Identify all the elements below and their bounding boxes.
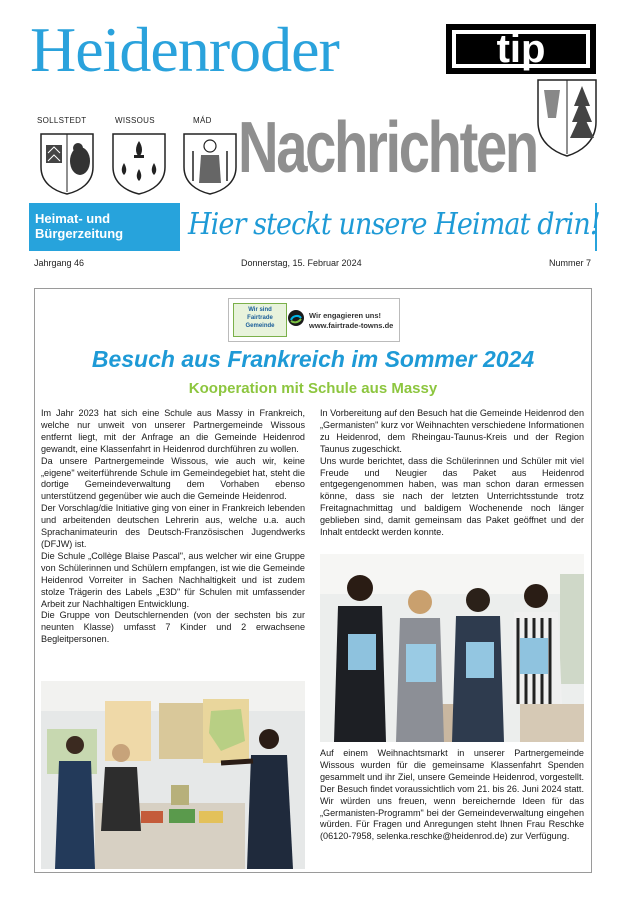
banner-subtitle-line1: Heimat- und <box>35 211 111 226</box>
left-paragraph-1: Im Jahr 2023 hat sich eine Schule aus Massy in Frankreich, welche nur unweit von unserer Partnergemeinde Wissous entfernt liegt, mit der Anfrage an die Gemeinde Heidenrod gewandt, eine Klassenfahrt in Heidenrod durchführen zu wollen. <box>41 408 305 454</box>
masthead-title-top: Heidenroder <box>30 14 339 85</box>
fairtrade-badge <box>233 303 287 337</box>
left-paragraph-2: Da unsere Partnergemeinde Wissous, wie auch wir, keine „eigene" weiterführende Schule im Gemeindegebiet hat, steht die dortige Gemeindeverwaltung dem Vorhaben ebenso unterstützend gegenüber wie auch die Gemeinde Heidenrod. <box>41 455 305 502</box>
photo-students-books <box>320 554 584 742</box>
photo-students-maps <box>41 681 305 869</box>
lily-crest-icon <box>110 131 168 195</box>
fairtrade-line1: Wir engagieren uns! <box>309 311 382 320</box>
banner-subtitle <box>35 211 123 241</box>
issue-date: Donnerstag, 15. Februar 2024 <box>241 258 362 268</box>
tip-logo <box>446 24 596 74</box>
right-paragraph-1: In Vorbereitung auf den Besuch hat die Gemeinde Heidenrod den „Germanisten" kurz vor Weihnachten verschiedene Informationen zu Heidenrod, dem Rheingau-Taunus-Kreis und der Region Taunus zugeschickt. <box>320 408 584 454</box>
slogan: Hier steckt unsere Heimat drin! <box>188 207 600 242</box>
heidenrod-crest-icon <box>536 78 598 158</box>
left-paragraph-4: Die Schule „Collège Blaise Pascal", aus welcher wir eine Gruppe von Schülerinnen und Schülern empfangen, ist wie die Gemeinde Heidenrod Vorreiter in Sachen Nachhaltigkeit und ist zudem stolze Trägerin des Labels „E3D" für Schulen mit umfassender Arbeit zur Nachhaltigen Entwicklung. <box>41 550 305 609</box>
crest-label-wissous: WISSOUS <box>115 116 155 125</box>
crest-label-sollstedt: SOLLSTEDT <box>37 116 87 125</box>
fairtrade-badge-line1: Wir sind <box>248 307 272 313</box>
crest-label-mad: MÁD <box>193 116 212 125</box>
article-subhead: Kooperation mit Schule aus Massy <box>188 380 438 397</box>
bear-crest-icon <box>38 131 96 195</box>
fairtrade-banner <box>228 298 400 342</box>
left-paragraph-5: Die Gruppe von Deutschlernenden (von der sechsten bis zur neunten Klasse) umfasst 7 Kinder und 2 erwachsene Begleitpersonen. <box>41 610 305 645</box>
left-paragraph-3: Der Vorschlag/die Initiative ging von einer in Frankreich lebenden und arbeitenden deutschen Lehrerin aus, welche u.a. auch Sprachanimateurin des Deutsch-Französischen Jugendwerks (DFJW) ist. <box>41 503 305 549</box>
masthead-title-bottom: Nachrichten <box>238 108 537 188</box>
fairtrade-badge-line3: Gemeinde <box>245 323 275 329</box>
fairtrade-mark-icon <box>287 309 305 327</box>
saint-crest-icon <box>181 131 239 195</box>
right-paragraph-2: Uns wurde berichtet, dass die Schülerinnen und Schüler mit viel Freude und Neugier das Paket aus Heidenrod entgegengenommen haben, was man schon daran ermessen könne, dass sie nach der letzten Unterrichtsstunde trotz Freitagnachmittag und baldigem Wochenende noch länger geblieben sind, damit gemeinsam das Paket geöffnet und der Inhalt entdeckt werden konnte. <box>320 455 584 538</box>
tip-logo-text: tip <box>496 27 546 71</box>
right-column-top <box>320 408 584 539</box>
banner-subtitle-line2: Bürgerzeitung <box>35 226 124 241</box>
issue-volume: Jahrgang 46 <box>34 258 85 268</box>
right-paragraph-3: Auf einem Weihnachtsmarkt in unserer Partnergemeinde Wissous wurden für die gemeinsame Klassenfahrt Spenden gesammelt und ihr Ziel, unsere Gemeinde Heidenrod, vorgestellt. Der Besuch findet voraussichtlich vom 21. bis 26. Juni 2024 statt. Wir würden uns freuen, wenn bereichernde Ideen für das „Germanisten-Programm" bei der Gemeindeverwaltung eingehen würden. Für Fragen und Anregungen steht Ihnen Frau Reschke (06120-7958, selenka.reschke@heidenrod.de) zur Verfügung. <box>320 748 584 842</box>
right-column-bottom <box>320 748 584 843</box>
issue-number: Nummer 7 <box>549 258 592 268</box>
left-column <box>41 408 305 646</box>
fairtrade-line2: www.fairtrade-towns.de <box>309 321 394 330</box>
article-headline: Besuch aus Frankreich im Sommer 2024 <box>91 346 535 372</box>
fairtrade-badge-line2: Fairtrade <box>247 315 273 321</box>
